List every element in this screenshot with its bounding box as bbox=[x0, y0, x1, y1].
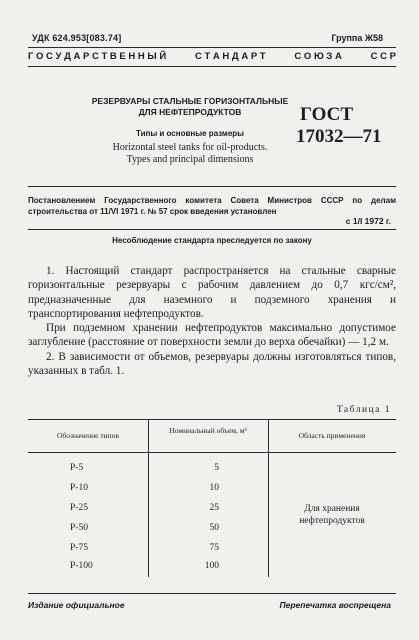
header-usage: Область применения bbox=[298, 431, 366, 440]
banner-word-4: С С Р bbox=[370, 51, 396, 62]
type-cell: Р-100 bbox=[70, 561, 93, 571]
document-subtitle: Типы и основные размеры bbox=[135, 129, 245, 138]
usage-cell bbox=[268, 503, 396, 527]
title-line-1: РЕЗЕРВУАРЫ СТАЛЬНЫЕ ГОРИЗОНТАЛЬНЫЕ bbox=[91, 96, 289, 106]
type-cell: Р-50 bbox=[70, 523, 88, 533]
standard-body bbox=[28, 264, 396, 378]
banner-word-2: С Т А Н Д А Р Т bbox=[194, 51, 266, 62]
volume-cell: 5 bbox=[214, 463, 219, 473]
decree-text: Постановлением Государственного комитета Совета Министров СССР по делам строительства от 11/VI 1971 г. № 57 срок введения установлен bbox=[28, 196, 396, 216]
decree-rule-bottom bbox=[28, 229, 396, 230]
volume-cell: 10 bbox=[209, 483, 219, 493]
footer-rule bbox=[28, 593, 396, 594]
banner-word-1: Г О С У Д А Р С Т В Е Н Н Ы Й bbox=[28, 51, 167, 62]
paragraph-3: 2. В зависимости от объемов, резервуары должны изготовляться типов, указанных в табл. 1. bbox=[28, 350, 396, 378]
gost-label: ГОСТ bbox=[300, 104, 354, 125]
usage-line-2: нефтепродуктов bbox=[299, 516, 365, 526]
usage-line-1: Для хранения bbox=[304, 504, 360, 514]
type-cell: Р-25 bbox=[70, 503, 88, 513]
decree-rule bbox=[28, 186, 396, 187]
type-cell: Р-10 bbox=[70, 483, 88, 493]
header-type: Обозначение типов bbox=[57, 431, 119, 440]
table-label: Таблица 1 bbox=[336, 405, 391, 415]
legal-warning: Несоблюдение стандарта преследуется по закону bbox=[112, 236, 312, 245]
type-cell: Р-75 bbox=[70, 543, 88, 553]
volume-cell: 100 bbox=[204, 561, 219, 571]
volume-cell: 50 bbox=[209, 523, 219, 533]
group-code: Группа Ж58 bbox=[331, 33, 383, 43]
paragraph-1: 1. Настоящий стандарт распространяется на стальные сварные горизонтальные резервуары с рабочим давлением до 0,7 кгс/см², предназначенные для наземного и подземного хранения и транспортирования нефтепродуктов. bbox=[28, 265, 396, 320]
volume-cell: 75 bbox=[209, 543, 219, 553]
banner-word-3: С О Ю З А bbox=[294, 51, 342, 62]
volume-cell: 25 bbox=[209, 503, 219, 513]
effective-date: с 1/I 1972 г. bbox=[345, 216, 391, 226]
header-divider-1 bbox=[148, 419, 149, 451]
udk-code: УДК 624.953[083.74] bbox=[32, 33, 122, 43]
gost-number: 17032—71 bbox=[296, 126, 382, 147]
document-title bbox=[70, 96, 310, 118]
english-title bbox=[70, 142, 310, 166]
english-title-line-2: Types and principal dimensions bbox=[126, 154, 254, 165]
footer-official-edition: Издание официальное bbox=[28, 600, 125, 610]
english-title-line-1: Horizontal steel tanks for oil-products. bbox=[112, 142, 268, 153]
paragraph-2: При подземном хранении нефтепродуктов максимально допустимое заглубление (расстояние от поверхности земли до верха обечайки) — 1,2 м. bbox=[28, 322, 396, 349]
standard-banner bbox=[28, 51, 396, 62]
header-rule-top bbox=[28, 47, 396, 48]
body-divider-1 bbox=[148, 451, 149, 577]
types-table bbox=[28, 419, 396, 577]
header-volume: Номинальный объем, м³ bbox=[169, 426, 247, 435]
title-line-2: ДЛЯ НЕФТЕПРОДУКТОВ bbox=[138, 107, 242, 117]
footer-reprint-notice: Перепечатка воспрещена bbox=[279, 600, 391, 610]
type-cell: Р-5 bbox=[70, 463, 84, 473]
header-rule-bottom bbox=[28, 66, 396, 67]
